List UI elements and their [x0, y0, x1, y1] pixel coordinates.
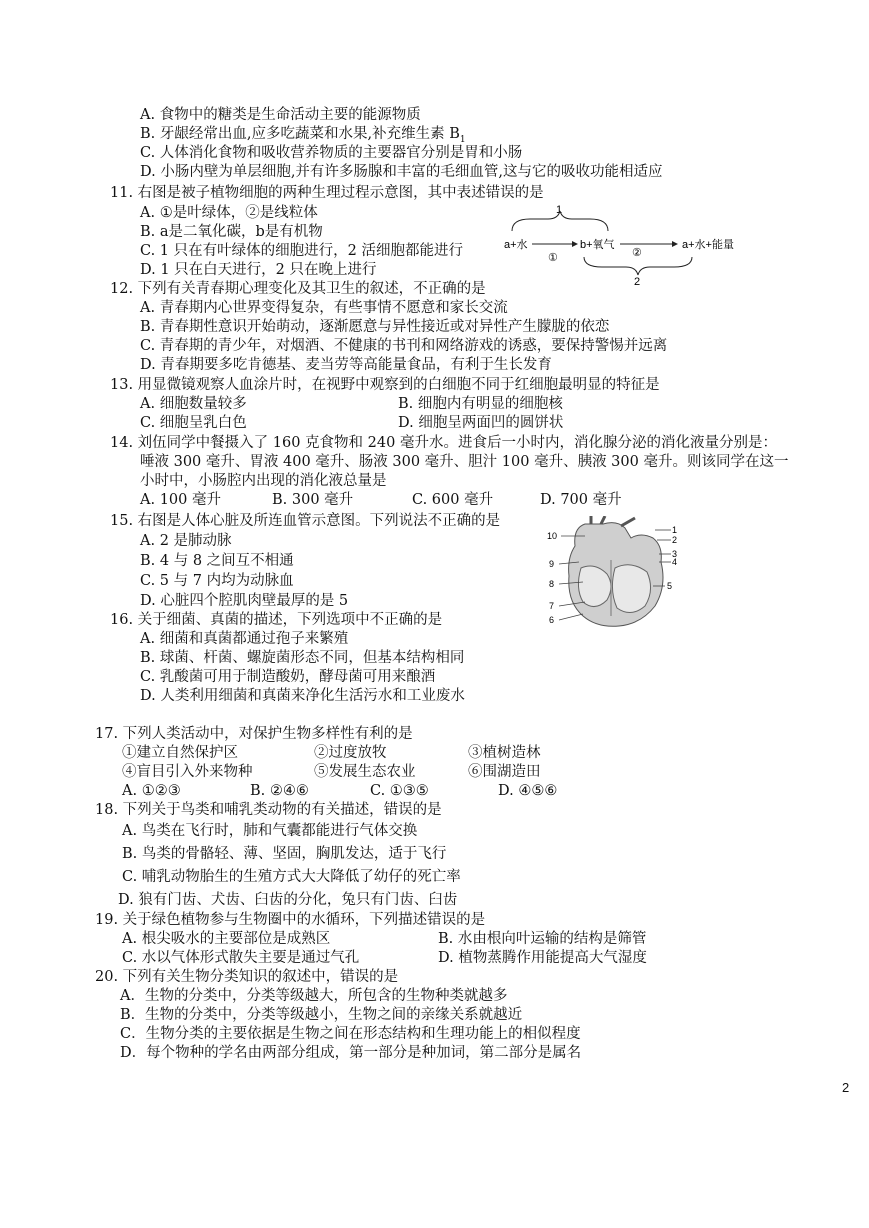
- q19-option-c: C. 水以气体形式散失主要是通过气孔: [122, 950, 360, 966]
- q11-option-b: B. a是二氧化碳，b是有机物: [140, 224, 323, 240]
- q13-option-b: B. 细胞内有明显的细胞核: [398, 396, 563, 412]
- diagram-arrowhead-1: [572, 241, 578, 247]
- q17-item-1: ①建立自然保护区: [122, 745, 238, 761]
- diagram-brace-2: [584, 257, 692, 275]
- q10-option-a: A. 食物中的糖类是生命活动主要的能源物质: [140, 107, 421, 123]
- diagram-step-1: ①: [548, 252, 558, 264]
- diagram-arrowhead-2: [672, 241, 678, 247]
- q16-option-b: B. 球菌、杆菌、螺旋菌形态不同，但基本结构相同: [140, 650, 465, 666]
- heart-leader-6: [559, 614, 583, 620]
- q19-option-d: D. 植物蒸腾作用能提高大气湿度: [438, 950, 647, 966]
- q15-stem: 15. 右图是人体心脏及所连血管示意图。下列说法不正确的是: [110, 513, 501, 529]
- q15-option-c: C. 5 与 7 内均为动脉血: [140, 573, 294, 589]
- q20-stem: 20. 下列有关生物分类知识的叙述中，错误的是: [95, 969, 399, 985]
- q14-stem-line3: 小时中，小肠腔内出现的消化液总量是: [140, 473, 387, 489]
- q14-option-a: A. 100 毫升: [140, 492, 221, 508]
- q16-option-d: D. 人类利用细菌和真菌来净化生活污水和工业废水: [140, 688, 465, 704]
- heart-label-6: 6: [549, 615, 555, 625]
- heart-label-2: 2: [672, 535, 678, 545]
- q17-item-3: ③植树造林: [468, 745, 541, 761]
- q20-option-b: B．生物的分类中，分类等级越小，生物之间的亲缘关系就越近: [120, 1007, 523, 1023]
- q13-option-a: A. 细胞数量较多: [140, 396, 247, 412]
- q16-option-a: A. 细菌和真菌都通过孢子来繁殖: [140, 631, 349, 647]
- q17-item-4: ④盲目引入外来物种: [122, 764, 253, 780]
- q10-option-b-text: B. 牙龈经常出血,应多吃蔬菜和水果,补充维生素 B: [140, 126, 460, 142]
- heart-label-4: 4: [672, 557, 678, 567]
- diagram-right-term: a+水+能量: [682, 239, 734, 251]
- q12-option-a: A. 青春期内心世界变得复杂，有些事情不愿意和家长交流: [140, 300, 508, 316]
- q17-option-c: C. ①③⑤: [370, 783, 429, 799]
- q17-stem: 17. 下列人类活动中，对保护生物多样性有利的是: [95, 726, 413, 742]
- q13-option-d: D. 细胞呈两面凹的圆饼状: [398, 415, 564, 431]
- page-number: 2: [842, 1080, 850, 1095]
- heart-label-1: 1: [672, 525, 678, 535]
- q17-option-b: B. ②④⑥: [250, 783, 309, 799]
- q20-option-a: A．生物的分类中，分类等级越大，所包含的生物种类就越多: [120, 988, 508, 1004]
- q15-option-a: A. 2 是肺动脉: [140, 533, 232, 549]
- q15-option-d: D. 心脏四个腔肌肉壁最厚的是 5: [140, 593, 349, 609]
- q20-option-d: D．每个物种的学名由两部分组成，第一部分是种加词，第二部分是属名: [120, 1045, 582, 1061]
- q16-option-c: C. 乳酸菌可用于制造酸奶，酵母菌可用来酿酒: [140, 669, 436, 685]
- q12-option-c: C. 青春期的青少年，对烟酒、不健康的书刊和网络游戏的诱惑，要保持警惕并远离: [140, 338, 668, 354]
- heart-diagram: [545, 516, 685, 636]
- diagram-label-1: 1: [556, 204, 563, 216]
- q10-option-b-subscript: 1: [459, 134, 466, 145]
- heart-label-3: 3: [672, 549, 678, 559]
- q11-option-d: D. 1 只在白天进行，2 只在晚上进行: [140, 262, 377, 278]
- q18-option-b: B. 鸟类的骨骼轻、薄、坚固，胸肌发达，适于飞行: [122, 846, 447, 862]
- q15-option-b: B. 4 与 8 之间互不相通: [140, 553, 294, 569]
- diagram-step-2: ②: [632, 247, 642, 259]
- q16-stem: 16. 关于细菌、真菌的描述，下列选项中不正确的是: [110, 612, 443, 628]
- q17-item-5: ⑤发展生态农业: [314, 764, 416, 780]
- heart-left-chambers: [612, 565, 650, 613]
- q17-option-d: D. ④⑤⑥: [498, 783, 558, 799]
- q18-stem: 18. 下列关于鸟类和哺乳类动物的有关描述，错误的是: [95, 802, 442, 818]
- q18-option-a: A. 鸟类在飞行时，肺和气囊都能进行气体交换: [122, 823, 418, 839]
- photosynthesis-respiration-diagram: [500, 203, 740, 287]
- q11-stem: 11. 右图是被子植物细胞的两种生理过程示意图，其中表述错误的是: [110, 185, 544, 201]
- q20-option-c: C．生物分类的主要依据是生物之间在形态结构和生理功能上的相似程度: [120, 1026, 581, 1042]
- q11-option-a: A. ①是叶绿体，②是线粒体: [140, 205, 318, 221]
- heart-label-9: 9: [549, 559, 555, 569]
- q17-item-6: ⑥围湖造田: [468, 764, 541, 780]
- q19-option-b: B. 水由根向叶运输的结构是筛管: [438, 931, 647, 947]
- q13-option-c: C. 细胞呈乳白色: [140, 415, 247, 431]
- q10-option-d: D. 小肠内壁为单层细胞,并有许多肠腺和丰富的毛细血管,这与它的吸收功能相适应: [140, 164, 663, 180]
- diagram-left-term: a+水: [504, 239, 528, 251]
- q14-stem-line2: 唾液 300 毫升、胃液 400 毫升、肠液 300 毫升、胆汁 100 毫升、胰液 300 毫升。则该同学在这一: [140, 454, 789, 470]
- q14-option-d: D. 700 毫升: [540, 492, 622, 508]
- q19-option-a: A. 根尖吸水的主要部位是成熟区: [122, 931, 331, 947]
- q14-option-c: C. 600 毫升: [412, 492, 494, 508]
- heart-label-10: 10: [547, 531, 558, 541]
- heart-label-7: 7: [549, 601, 555, 611]
- diagram-middle-term: b+氧气: [580, 239, 615, 251]
- q17-item-2: ②过度放牧: [314, 745, 387, 761]
- q11-option-c: C. 1 只在有叶绿体的细胞进行，2 活细胞都能进行: [140, 243, 463, 259]
- q10-option-c: C. 人体消化食物和吸收营养物质的主要器官分别是胃和小肠: [140, 145, 523, 161]
- q18-option-c: C. 哺乳动物胎生的生殖方式大大降低了幼仔的死亡率: [122, 869, 461, 885]
- q17-option-a: A. ①②③: [122, 783, 181, 799]
- heart-label-5: 5: [667, 581, 673, 591]
- q12-option-d: D. 青春期要多吃肯德基、麦当劳等高能量食品，有利于生长发育: [140, 357, 552, 373]
- q19-stem: 19. 关于绿色植物参与生物圈中的水循环，下列描述错误的是: [95, 912, 486, 928]
- heart-label-8: 8: [549, 579, 555, 589]
- q12-stem: 12. 下列有关青春期心理变化及其卫生的叙述，不正确的是: [110, 281, 486, 297]
- q12-option-b: B. 青春期性意识开始萌动，逐渐愿意与异性接近或对异性产生朦胧的依恋: [140, 319, 610, 335]
- diagram-label-2: 2: [634, 276, 641, 287]
- q13-stem: 13. 用显微镜观察人血涂片时，在视野中观察到的白细胞不同于红细胞最明显的特征是: [110, 377, 660, 393]
- q18-option-d: D. 狼有门齿、犬齿、臼齿的分化，兔只有门齿、臼齿: [118, 892, 458, 908]
- q14-stem-line1: 14. 刘伍同学中餐摄入了 160 克食物和 240 毫升水。进食后一小时内，消化腺分泌的消化液量分别是：: [110, 435, 777, 451]
- q14-option-b: B. 300 毫升: [272, 492, 354, 508]
